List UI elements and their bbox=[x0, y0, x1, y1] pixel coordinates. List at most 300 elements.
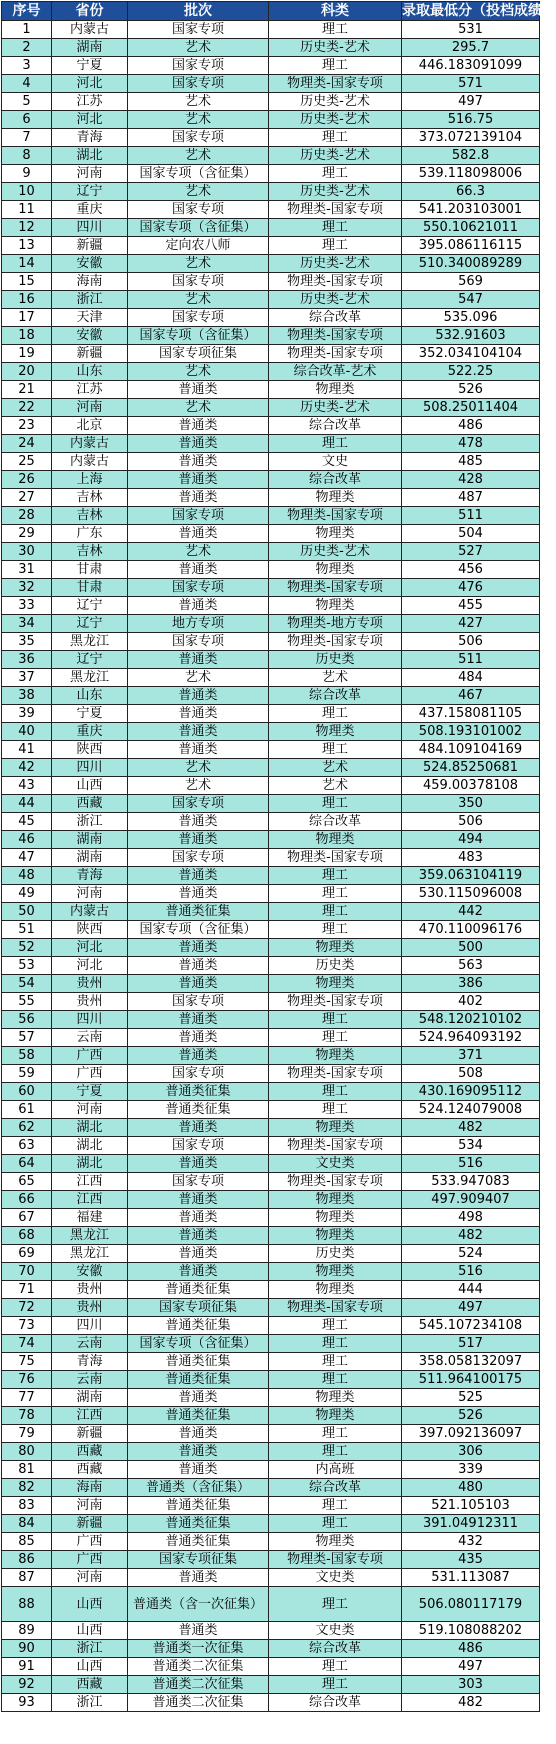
cell-min-score: 497 bbox=[402, 1299, 540, 1317]
cell-category: 物理类 bbox=[269, 1227, 402, 1245]
cell-category: 物理类 bbox=[269, 1407, 402, 1425]
table-row bbox=[2, 903, 540, 921]
table-row bbox=[2, 525, 540, 543]
cell-province: 广西 bbox=[52, 1551, 128, 1569]
cell-category: 理工 bbox=[269, 237, 402, 255]
cell-index: 11 bbox=[2, 201, 52, 219]
cell-category: 理工 bbox=[269, 885, 402, 903]
cell-index: 26 bbox=[2, 471, 52, 489]
cell-province: 河南 bbox=[52, 1569, 128, 1587]
table-row bbox=[2, 885, 540, 903]
cell-min-score: 395.086116115 bbox=[402, 237, 540, 255]
cell-category: 物理类 bbox=[269, 1281, 402, 1299]
cell-min-score: 430.169095112 bbox=[402, 1083, 540, 1101]
cell-category: 理工 bbox=[269, 921, 402, 939]
table-row bbox=[2, 1083, 540, 1101]
cell-category: 历史类-艺术 bbox=[269, 291, 402, 309]
table-row bbox=[2, 1443, 540, 1461]
cell-province: 上海 bbox=[52, 471, 128, 489]
cell-min-score: 539.118098006 bbox=[402, 165, 540, 183]
cell-min-score: 563 bbox=[402, 957, 540, 975]
cell-index: 45 bbox=[2, 813, 52, 831]
table-row bbox=[2, 21, 540, 39]
cell-index: 78 bbox=[2, 1407, 52, 1425]
cell-category: 理工 bbox=[269, 795, 402, 813]
cell-batch: 普通类征集 bbox=[128, 1533, 269, 1551]
table-row bbox=[2, 1227, 540, 1245]
cell-province: 河南 bbox=[52, 885, 128, 903]
table-row bbox=[2, 1640, 540, 1658]
cell-batch: 普通类 bbox=[128, 741, 269, 759]
cell-index: 49 bbox=[2, 885, 52, 903]
cell-province: 河南 bbox=[52, 1101, 128, 1119]
cell-category: 物理类 bbox=[269, 561, 402, 579]
cell-min-score: 510.340089289 bbox=[402, 255, 540, 273]
cell-index: 74 bbox=[2, 1335, 52, 1353]
cell-batch: 普通类征集 bbox=[128, 1101, 269, 1119]
cell-category: 历史类 bbox=[269, 1245, 402, 1263]
table-row bbox=[2, 345, 540, 363]
cell-batch: 普通类征集 bbox=[128, 1371, 269, 1389]
cell-index: 89 bbox=[2, 1622, 52, 1640]
cell-batch: 普通类征集 bbox=[128, 1281, 269, 1299]
cell-province: 广西 bbox=[52, 1047, 128, 1065]
cell-province: 安徽 bbox=[52, 327, 128, 345]
cell-min-score: 535.096 bbox=[402, 309, 540, 327]
table-row bbox=[2, 561, 540, 579]
cell-category: 理工 bbox=[269, 1497, 402, 1515]
cell-min-score: 428 bbox=[402, 471, 540, 489]
cell-category: 物理类 bbox=[269, 1119, 402, 1137]
cell-index: 73 bbox=[2, 1317, 52, 1335]
cell-index: 57 bbox=[2, 1029, 52, 1047]
cell-min-score: 524.964093192 bbox=[402, 1029, 540, 1047]
table-row bbox=[2, 1299, 540, 1317]
header-category: 科类 bbox=[269, 2, 402, 21]
cell-index: 8 bbox=[2, 147, 52, 165]
cell-min-score: 516 bbox=[402, 1263, 540, 1281]
cell-batch: 艺术 bbox=[128, 255, 269, 273]
cell-province: 云南 bbox=[52, 1029, 128, 1047]
table-row bbox=[2, 417, 540, 435]
cell-category: 物理类 bbox=[269, 1533, 402, 1551]
cell-batch: 艺术 bbox=[128, 543, 269, 561]
cell-index: 38 bbox=[2, 687, 52, 705]
table-row bbox=[2, 1065, 540, 1083]
cell-province: 湖北 bbox=[52, 1155, 128, 1173]
cell-category: 理工 bbox=[269, 741, 402, 759]
cell-province: 安徽 bbox=[52, 255, 128, 273]
cell-index: 72 bbox=[2, 1299, 52, 1317]
cell-category: 物理类-地方专项 bbox=[269, 615, 402, 633]
cell-category: 物理类-国家专项 bbox=[269, 345, 402, 363]
cell-batch: 普通类 bbox=[128, 831, 269, 849]
cell-category: 综合改革 bbox=[269, 1479, 402, 1497]
cell-index: 22 bbox=[2, 399, 52, 417]
cell-batch: 普通类 bbox=[128, 1011, 269, 1029]
cell-province: 辽宁 bbox=[52, 651, 128, 669]
cell-category: 物理类-国家专项 bbox=[269, 849, 402, 867]
cell-min-score: 402 bbox=[402, 993, 540, 1011]
cell-index: 93 bbox=[2, 1694, 52, 1712]
cell-province: 海南 bbox=[52, 273, 128, 291]
cell-index: 15 bbox=[2, 273, 52, 291]
cell-batch: 国家专项 bbox=[128, 201, 269, 219]
cell-province: 河南 bbox=[52, 165, 128, 183]
cell-min-score: 494 bbox=[402, 831, 540, 849]
header-min-score: 录取最低分（投档成绩） bbox=[402, 2, 556, 19]
table-row bbox=[2, 1101, 540, 1119]
cell-min-score: 435 bbox=[402, 1551, 540, 1569]
cell-batch: 国家专项 bbox=[128, 849, 269, 867]
cell-min-score: 525 bbox=[402, 1389, 540, 1407]
cell-index: 42 bbox=[2, 759, 52, 777]
cell-batch: 普通类 bbox=[128, 1389, 269, 1407]
cell-batch: 普通类 bbox=[128, 1191, 269, 1209]
cell-province: 新疆 bbox=[52, 1515, 128, 1533]
cell-batch: 普通类 bbox=[128, 1155, 269, 1173]
table-row bbox=[2, 687, 540, 705]
cell-province: 西藏 bbox=[52, 1443, 128, 1461]
table-row bbox=[2, 1515, 540, 1533]
cell-index: 19 bbox=[2, 345, 52, 363]
cell-min-score: 359.063104119 bbox=[402, 867, 540, 885]
cell-category: 理工 bbox=[269, 1371, 402, 1389]
cell-province: 黑龙江 bbox=[52, 633, 128, 651]
cell-min-score: 508.193101002 bbox=[402, 723, 540, 741]
cell-index: 75 bbox=[2, 1353, 52, 1371]
cell-min-score: 506.080117179 bbox=[402, 1587, 540, 1622]
cell-batch: 普通类 bbox=[128, 417, 269, 435]
cell-min-score: 504 bbox=[402, 525, 540, 543]
cell-batch: 普通类二次征集 bbox=[128, 1694, 269, 1712]
cell-province: 内蒙古 bbox=[52, 453, 128, 471]
cell-category: 理工 bbox=[269, 1029, 402, 1047]
cell-index: 43 bbox=[2, 777, 52, 795]
table-row bbox=[2, 1245, 540, 1263]
table-row bbox=[2, 849, 540, 867]
cell-batch: 国家专项 bbox=[128, 1137, 269, 1155]
cell-province: 江苏 bbox=[52, 381, 128, 399]
cell-min-score: 519.108088202 bbox=[402, 1622, 540, 1640]
cell-index: 84 bbox=[2, 1515, 52, 1533]
cell-index: 46 bbox=[2, 831, 52, 849]
cell-province: 西藏 bbox=[52, 1461, 128, 1479]
cell-province: 山西 bbox=[52, 1622, 128, 1640]
cell-min-score: 484 bbox=[402, 669, 540, 687]
cell-province: 湖南 bbox=[52, 39, 128, 57]
cell-min-score: 569 bbox=[402, 273, 540, 291]
cell-category: 理工 bbox=[269, 219, 402, 237]
table-row bbox=[2, 1371, 540, 1389]
cell-batch: 普通类征集 bbox=[128, 1317, 269, 1335]
cell-min-score: 582.8 bbox=[402, 147, 540, 165]
table-row bbox=[2, 867, 540, 885]
cell-province: 贵州 bbox=[52, 975, 128, 993]
cell-index: 55 bbox=[2, 993, 52, 1011]
cell-batch: 普通类 bbox=[128, 1245, 269, 1263]
cell-index: 59 bbox=[2, 1065, 52, 1083]
cell-batch: 普通类 bbox=[128, 723, 269, 741]
table-row bbox=[2, 1353, 540, 1371]
cell-category: 理工 bbox=[269, 705, 402, 723]
table-row bbox=[2, 201, 540, 219]
cell-index: 24 bbox=[2, 435, 52, 453]
cell-province: 贵州 bbox=[52, 993, 128, 1011]
cell-province: 辽宁 bbox=[52, 183, 128, 201]
table-row bbox=[2, 543, 540, 561]
table-row bbox=[2, 651, 540, 669]
table-row bbox=[2, 1263, 540, 1281]
cell-province: 重庆 bbox=[52, 723, 128, 741]
table-row bbox=[2, 957, 540, 975]
table-row bbox=[2, 975, 540, 993]
cell-batch: 普通类 bbox=[128, 453, 269, 471]
cell-min-score: 485 bbox=[402, 453, 540, 471]
table-row bbox=[2, 381, 540, 399]
cell-category: 历史类-艺术 bbox=[269, 111, 402, 129]
cell-min-score: 527 bbox=[402, 543, 540, 561]
cell-category: 物理类 bbox=[269, 381, 402, 399]
cell-min-score: 550.10621011 bbox=[402, 219, 540, 237]
cell-min-score: 533.947083 bbox=[402, 1173, 540, 1191]
cell-index: 69 bbox=[2, 1245, 52, 1263]
cell-min-score: 506 bbox=[402, 633, 540, 651]
cell-batch: 普通类征集 bbox=[128, 903, 269, 921]
cell-province: 甘肃 bbox=[52, 561, 128, 579]
cell-province: 内蒙古 bbox=[52, 435, 128, 453]
cell-min-score: 532.91603 bbox=[402, 327, 540, 345]
cell-category: 物理类-国家专项 bbox=[269, 1065, 402, 1083]
cell-batch: 国家专项征集 bbox=[128, 1551, 269, 1569]
cell-batch: 普通类 bbox=[128, 1263, 269, 1281]
cell-province: 四川 bbox=[52, 1011, 128, 1029]
cell-batch: 普通类二次征集 bbox=[128, 1658, 269, 1676]
table-row bbox=[2, 723, 540, 741]
cell-category: 综合改革 bbox=[269, 471, 402, 489]
cell-min-score: 459.00378108 bbox=[402, 777, 540, 795]
cell-index: 17 bbox=[2, 309, 52, 327]
cell-min-score: 506 bbox=[402, 813, 540, 831]
table-row bbox=[2, 1191, 540, 1209]
cell-min-score: 455 bbox=[402, 597, 540, 615]
cell-min-score: 497 bbox=[402, 93, 540, 111]
cell-province: 吉林 bbox=[52, 507, 128, 525]
cell-province: 山东 bbox=[52, 687, 128, 705]
cell-min-score: 487 bbox=[402, 489, 540, 507]
cell-province: 河北 bbox=[52, 75, 128, 93]
cell-batch: 普通类一次征集 bbox=[128, 1640, 269, 1658]
cell-index: 54 bbox=[2, 975, 52, 993]
cell-province: 福建 bbox=[52, 1209, 128, 1227]
cell-batch: 国家专项（含征集） bbox=[128, 219, 269, 237]
cell-batch: 艺术 bbox=[128, 93, 269, 111]
cell-index: 53 bbox=[2, 957, 52, 975]
cell-category: 物理类-国家专项 bbox=[269, 327, 402, 345]
table-row bbox=[2, 1119, 540, 1137]
cell-index: 48 bbox=[2, 867, 52, 885]
cell-batch: 艺术 bbox=[128, 777, 269, 795]
cell-category: 物理类 bbox=[269, 831, 402, 849]
cell-batch: 普通类 bbox=[128, 867, 269, 885]
cell-index: 31 bbox=[2, 561, 52, 579]
cell-category: 物理类 bbox=[269, 1191, 402, 1209]
cell-province: 吉林 bbox=[52, 489, 128, 507]
cell-category: 综合改革 bbox=[269, 309, 402, 327]
table-header bbox=[2, 2, 556, 21]
cell-batch: 国家专项 bbox=[128, 795, 269, 813]
cell-category: 内高班 bbox=[269, 1461, 402, 1479]
cell-batch: 普通类 bbox=[128, 561, 269, 579]
cell-category: 物理类-国家专项 bbox=[269, 579, 402, 597]
cell-batch: 定向农八师 bbox=[128, 237, 269, 255]
cell-min-score: 522.25 bbox=[402, 363, 540, 381]
cell-province: 青海 bbox=[52, 1353, 128, 1371]
cell-index: 88 bbox=[2, 1587, 52, 1622]
cell-province: 河南 bbox=[52, 399, 128, 417]
cell-index: 71 bbox=[2, 1281, 52, 1299]
table-row bbox=[2, 1047, 540, 1065]
cell-min-score: 517 bbox=[402, 1335, 540, 1353]
cell-index: 10 bbox=[2, 183, 52, 201]
cell-batch: 普通类 bbox=[128, 1209, 269, 1227]
cell-min-score: 339 bbox=[402, 1461, 540, 1479]
cell-province: 广东 bbox=[52, 525, 128, 543]
cell-category: 理工 bbox=[269, 1353, 402, 1371]
cell-province: 湖北 bbox=[52, 1119, 128, 1137]
cell-province: 山东 bbox=[52, 363, 128, 381]
cell-province: 山西 bbox=[52, 1587, 128, 1622]
cell-province: 内蒙古 bbox=[52, 903, 128, 921]
table-row bbox=[2, 1155, 540, 1173]
cell-min-score: 432 bbox=[402, 1533, 540, 1551]
cell-category: 历史类 bbox=[269, 651, 402, 669]
cell-batch: 普通类征集 bbox=[128, 1407, 269, 1425]
cell-min-score: 547 bbox=[402, 291, 540, 309]
cell-category: 物理类 bbox=[269, 1263, 402, 1281]
table-row bbox=[2, 1569, 540, 1587]
cell-index: 60 bbox=[2, 1083, 52, 1101]
cell-min-score: 371 bbox=[402, 1047, 540, 1065]
cell-min-score: 482 bbox=[402, 1694, 540, 1712]
cell-min-score: 373.072139104 bbox=[402, 129, 540, 147]
cell-batch: 普通类（含征集） bbox=[128, 1479, 269, 1497]
table-row bbox=[2, 1281, 540, 1299]
cell-category: 理工 bbox=[269, 129, 402, 147]
cell-province: 天津 bbox=[52, 309, 128, 327]
cell-index: 9 bbox=[2, 165, 52, 183]
table-row bbox=[2, 219, 540, 237]
table-row bbox=[2, 615, 540, 633]
cell-province: 贵州 bbox=[52, 1281, 128, 1299]
cell-category: 理工 bbox=[269, 1515, 402, 1533]
cell-index: 65 bbox=[2, 1173, 52, 1191]
cell-index: 13 bbox=[2, 237, 52, 255]
cell-min-score: 500 bbox=[402, 939, 540, 957]
cell-min-score: 521.105103 bbox=[402, 1497, 540, 1515]
cell-category: 理工 bbox=[269, 165, 402, 183]
cell-province: 江西 bbox=[52, 1173, 128, 1191]
cell-province: 宁夏 bbox=[52, 1083, 128, 1101]
cell-batch: 普通类 bbox=[128, 1047, 269, 1065]
cell-category: 历史类-艺术 bbox=[269, 147, 402, 165]
header-index: 序号 bbox=[2, 2, 52, 21]
cell-index: 77 bbox=[2, 1389, 52, 1407]
cell-index: 68 bbox=[2, 1227, 52, 1245]
cell-batch: 普通类 bbox=[128, 435, 269, 453]
cell-province: 青海 bbox=[52, 129, 128, 147]
cell-category: 物理类-国家专项 bbox=[269, 993, 402, 1011]
table-row bbox=[2, 57, 540, 75]
table-row bbox=[2, 165, 540, 183]
cell-index: 32 bbox=[2, 579, 52, 597]
cell-province: 贵州 bbox=[52, 1299, 128, 1317]
cell-batch: 普通类征集 bbox=[128, 1515, 269, 1533]
table-row bbox=[2, 741, 540, 759]
cell-province: 西藏 bbox=[52, 795, 128, 813]
cell-province: 湖北 bbox=[52, 147, 128, 165]
cell-index: 29 bbox=[2, 525, 52, 543]
cell-min-score: 482 bbox=[402, 1119, 540, 1137]
cell-batch: 国家专项（含征集） bbox=[128, 1335, 269, 1353]
cell-min-score: 545.107234108 bbox=[402, 1317, 540, 1335]
cell-index: 56 bbox=[2, 1011, 52, 1029]
cell-batch: 普通类 bbox=[128, 1569, 269, 1587]
cell-province: 宁夏 bbox=[52, 57, 128, 75]
cell-index: 27 bbox=[2, 489, 52, 507]
cell-province: 浙江 bbox=[52, 1640, 128, 1658]
cell-province: 陕西 bbox=[52, 921, 128, 939]
cell-category: 艺术 bbox=[269, 777, 402, 795]
header-province: 省份 bbox=[52, 2, 128, 21]
cell-index: 82 bbox=[2, 1479, 52, 1497]
cell-index: 91 bbox=[2, 1658, 52, 1676]
cell-min-score: 303 bbox=[402, 1676, 540, 1694]
cell-min-score: 498 bbox=[402, 1209, 540, 1227]
table-row bbox=[2, 759, 540, 777]
cell-index: 64 bbox=[2, 1155, 52, 1173]
cell-category: 理工 bbox=[269, 903, 402, 921]
cell-category: 物理类 bbox=[269, 975, 402, 993]
cell-index: 80 bbox=[2, 1443, 52, 1461]
cell-index: 41 bbox=[2, 741, 52, 759]
cell-min-score: 470.110096176 bbox=[402, 921, 540, 939]
cell-category: 历史类-艺术 bbox=[269, 39, 402, 57]
cell-min-score: 444 bbox=[402, 1281, 540, 1299]
cell-province: 黑龙江 bbox=[52, 1245, 128, 1263]
cell-category: 历史类-艺术 bbox=[269, 93, 402, 111]
table-row bbox=[2, 471, 540, 489]
cell-min-score: 358.058132097 bbox=[402, 1353, 540, 1371]
table-row bbox=[2, 111, 540, 129]
cell-min-score: 446.183091099 bbox=[402, 57, 540, 75]
cell-province: 广西 bbox=[52, 1533, 128, 1551]
cell-index: 51 bbox=[2, 921, 52, 939]
cell-province: 湖南 bbox=[52, 831, 128, 849]
cell-min-score: 511 bbox=[402, 507, 540, 525]
cell-min-score: 350 bbox=[402, 795, 540, 813]
cell-category: 理工 bbox=[269, 1011, 402, 1029]
cell-index: 44 bbox=[2, 795, 52, 813]
cell-batch: 普通类 bbox=[128, 1425, 269, 1443]
cell-min-score: 456 bbox=[402, 561, 540, 579]
cell-index: 90 bbox=[2, 1640, 52, 1658]
cell-category: 物理类-国家专项 bbox=[269, 1551, 402, 1569]
table-row bbox=[2, 147, 540, 165]
cell-category: 艺术 bbox=[269, 759, 402, 777]
cell-index: 34 bbox=[2, 615, 52, 633]
cell-batch: 国家专项（含征集） bbox=[128, 165, 269, 183]
